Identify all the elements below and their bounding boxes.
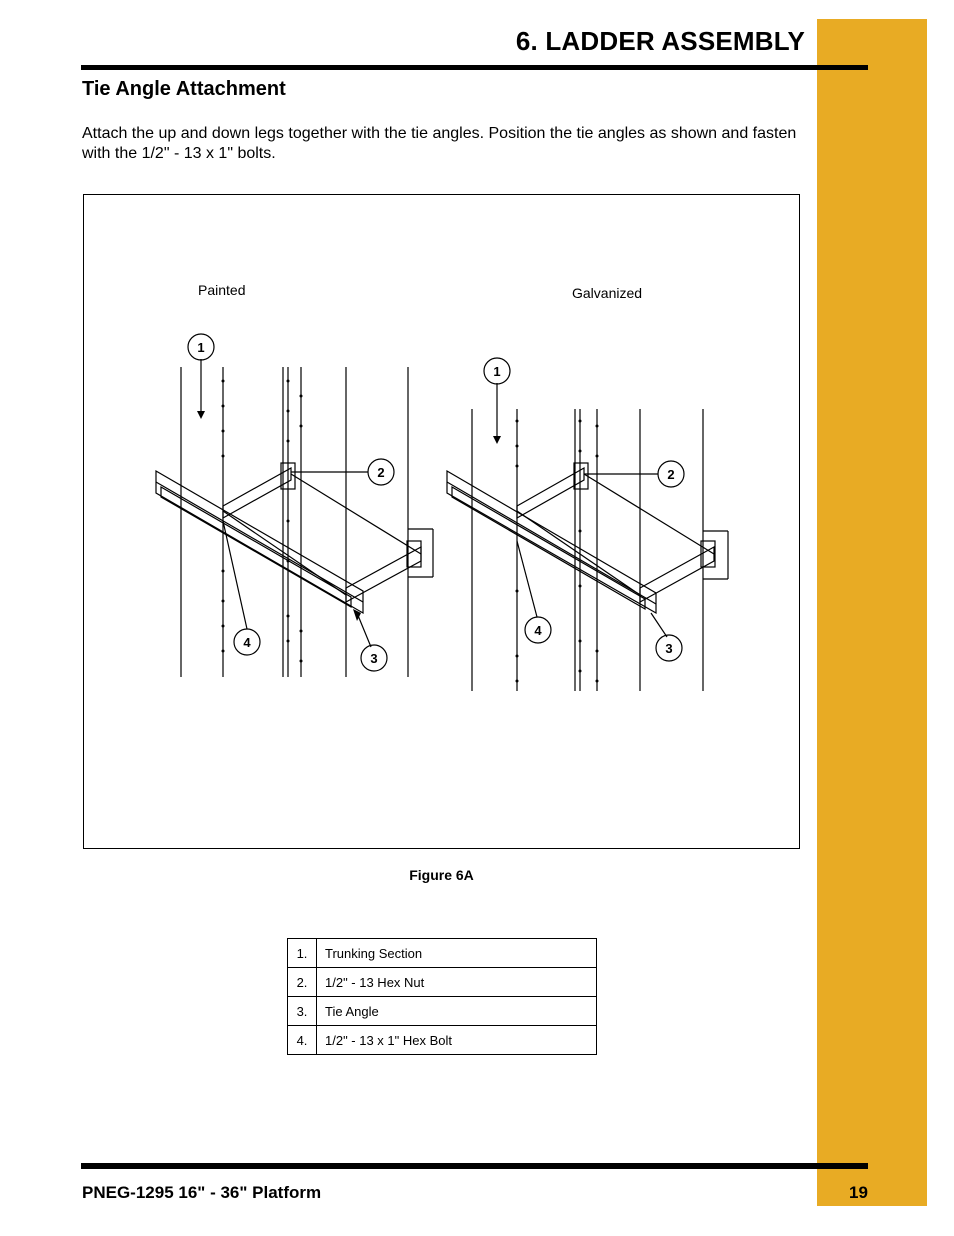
intro-paragraph: Attach the up and down legs together with the tie angles. Position the tie angles as shown and fasten with the 1/2" - 13 x 1" bolts. [82, 125, 797, 162]
parts-legend-table [287, 938, 597, 1055]
legend-num: 1. [288, 939, 317, 968]
callout-2-galvanized: 2 [667, 467, 675, 482]
callout-3-galvanized: 3 [665, 641, 673, 656]
footer-doc-title: PNEG-1295 16" - 36" Platform [82, 1183, 322, 1202]
legend-text: Tie Angle [317, 997, 597, 1026]
callout-2-painted: 2 [377, 465, 385, 480]
section-heading: Tie Angle Attachment [82, 78, 286, 100]
legend-text: Trunking Section [317, 939, 597, 968]
callout-3-painted: 3 [370, 651, 378, 666]
footer-rule [81, 1163, 868, 1169]
callout-1-galvanized: 1 [493, 364, 501, 379]
legend-num: 2. [288, 968, 317, 997]
callout-1-painted: 1 [197, 340, 205, 355]
callout-4-galvanized: 4 [534, 623, 542, 638]
legend-num: 4. [288, 1026, 317, 1055]
table-row [288, 997, 597, 1026]
figure-caption: Figure 6A [409, 867, 474, 883]
painted-assembly [156, 367, 433, 677]
galvanized-assembly [447, 409, 728, 691]
label-painted: Painted [198, 282, 246, 298]
label-galvanized: Galvanized [572, 285, 643, 301]
legend-text: 1/2" - 13 Hex Nut [317, 968, 597, 997]
table-row [288, 939, 597, 968]
figure-frame [83, 194, 800, 849]
chapter-title: 6. LADDER ASSEMBLY [515, 26, 805, 56]
legend-num: 3. [288, 997, 317, 1026]
callout-4-painted: 4 [243, 635, 251, 650]
page-number: 19 [849, 1183, 868, 1202]
table-row [288, 1026, 597, 1055]
legend-text: 1/2" - 13 x 1" Hex Bolt [317, 1026, 597, 1055]
table-row [288, 968, 597, 997]
